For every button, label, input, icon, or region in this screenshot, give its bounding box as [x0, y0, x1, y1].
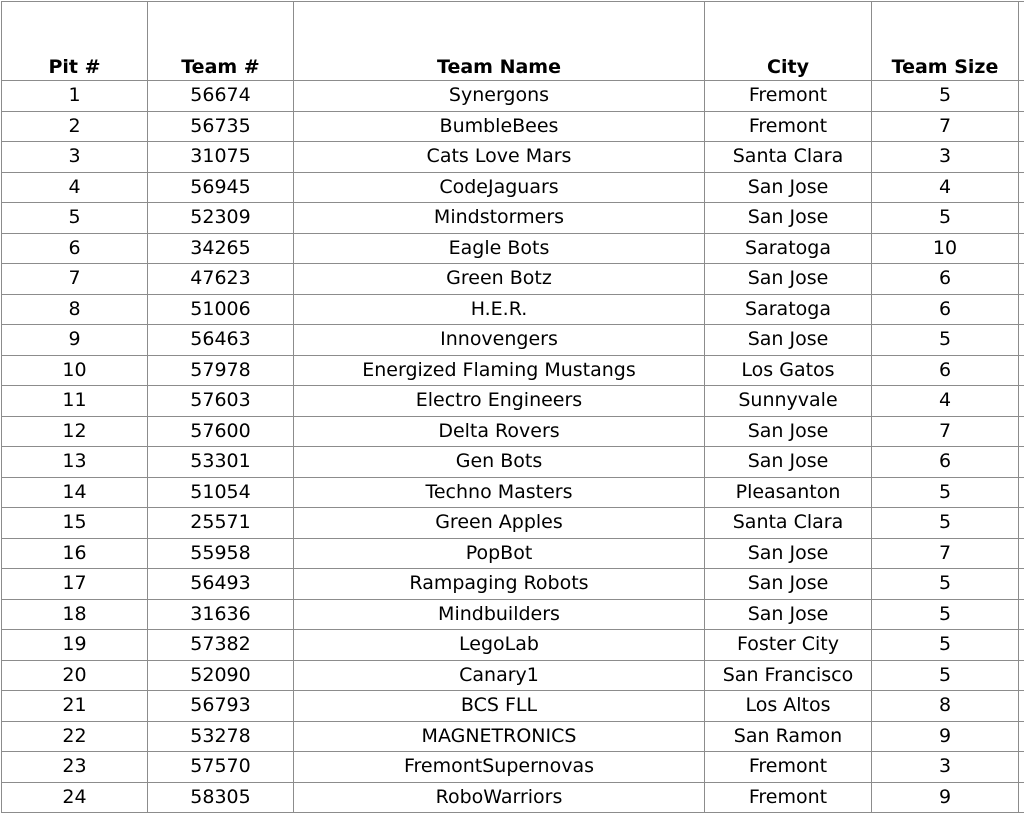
cell-team-number[interactable]: 56735 [148, 111, 294, 142]
cell-team-name[interactable]: Eagle Bots [294, 233, 705, 264]
cell-team-number[interactable]: 57603 [148, 386, 294, 417]
cell-team-size[interactable]: 7 [872, 416, 1019, 447]
cell-team-name[interactable]: Innovengers [294, 325, 705, 356]
cell-city[interactable]: San Jose [705, 538, 872, 569]
cell-team-number[interactable]: 56674 [148, 81, 294, 112]
cell-team-name[interactable]: Rampaging Robots [294, 569, 705, 600]
cell-team-number[interactable]: 56463 [148, 325, 294, 356]
team-roster-table [1, 1, 1024, 813]
table-row [2, 325, 1024, 356]
cell-team-name[interactable]: RoboWarriors [294, 782, 705, 813]
cell-empty[interactable] [1019, 203, 1024, 234]
cell-city[interactable]: San Jose [705, 569, 872, 600]
table-row [2, 203, 1024, 234]
cell-pit-number[interactable]: 14 [2, 477, 148, 508]
cell-city[interactable]: San Jose [705, 203, 872, 234]
header-row [2, 2, 1024, 81]
cell-empty[interactable] [1019, 782, 1024, 813]
cell-empty[interactable] [1019, 508, 1024, 539]
cell-empty[interactable] [1019, 81, 1024, 112]
cell-pit-number[interactable]: 15 [2, 508, 148, 539]
cell-team-number[interactable]: 51054 [148, 477, 294, 508]
cell-team-size[interactable]: 4 [872, 172, 1019, 203]
cell-city[interactable]: San Francisco [705, 660, 872, 691]
table-row [2, 264, 1024, 295]
cell-city[interactable]: Fremont [705, 782, 872, 813]
header-pit-number[interactable]: Pit # [2, 2, 148, 81]
cell-city[interactable]: Fremont [705, 81, 872, 112]
cell-pit-number[interactable]: 2 [2, 111, 148, 142]
cell-empty[interactable] [1019, 630, 1024, 661]
cell-pit-number[interactable]: 23 [2, 752, 148, 783]
cell-team-number[interactable]: 56945 [148, 172, 294, 203]
cell-empty[interactable] [1019, 294, 1024, 325]
cell-team-name[interactable]: LegoLab [294, 630, 705, 661]
table-row [2, 142, 1024, 173]
cell-team-number[interactable]: 56493 [148, 569, 294, 600]
cell-empty[interactable] [1019, 691, 1024, 722]
cell-team-size[interactable]: 5 [872, 325, 1019, 356]
cell-city[interactable]: Fremont [705, 111, 872, 142]
cell-team-name[interactable]: Cats Love Mars [294, 142, 705, 173]
cell-pit-number[interactable]: 7 [2, 264, 148, 295]
cell-empty[interactable] [1019, 569, 1024, 600]
cell-empty[interactable] [1019, 752, 1024, 783]
table-row [2, 81, 1024, 112]
cell-empty[interactable] [1019, 599, 1024, 630]
cell-team-name[interactable]: H.E.R. [294, 294, 705, 325]
table-body [2, 81, 1024, 813]
cell-team-size[interactable]: 5 [872, 203, 1019, 234]
cell-city[interactable]: Saratoga [705, 294, 872, 325]
cell-empty[interactable] [1019, 264, 1024, 295]
table-row [2, 386, 1024, 417]
cell-team-name[interactable]: Energized Flaming Mustangs [294, 355, 705, 386]
table-row [2, 111, 1024, 142]
table-row [2, 447, 1024, 478]
cell-empty[interactable] [1019, 111, 1024, 142]
cell-pit-number[interactable]: 13 [2, 447, 148, 478]
table-row [2, 569, 1024, 600]
cell-team-number[interactable]: 57382 [148, 630, 294, 661]
cell-team-number[interactable]: 57978 [148, 355, 294, 386]
cell-team-size[interactable]: 3 [872, 752, 1019, 783]
cell-team-size[interactable]: 6 [872, 447, 1019, 478]
cell-team-size[interactable]: 9 [872, 782, 1019, 813]
cell-pit-number[interactable]: 9 [2, 325, 148, 356]
header-team-number[interactable]: Team # [148, 2, 294, 81]
table-row [2, 355, 1024, 386]
table-row [2, 599, 1024, 630]
cell-pit-number[interactable]: 18 [2, 599, 148, 630]
table-row [2, 630, 1024, 661]
cell-city[interactable]: Fremont [705, 752, 872, 783]
cell-empty[interactable] [1019, 538, 1024, 569]
cell-city[interactable]: San Jose [705, 599, 872, 630]
cell-team-name[interactable]: Electro Engineers [294, 386, 705, 417]
cell-team-number[interactable]: 47623 [148, 264, 294, 295]
cell-city[interactable]: Santa Clara [705, 508, 872, 539]
cell-team-number[interactable]: 53301 [148, 447, 294, 478]
cell-pit-number[interactable]: 24 [2, 782, 148, 813]
cell-empty[interactable] [1019, 142, 1024, 173]
cell-team-name[interactable]: Green Apples [294, 508, 705, 539]
cell-empty[interactable] [1019, 386, 1024, 417]
cell-empty[interactable] [1019, 233, 1024, 264]
cell-pit-number[interactable]: 16 [2, 538, 148, 569]
table-row [2, 233, 1024, 264]
table-row [2, 782, 1024, 813]
cell-team-size[interactable]: 5 [872, 81, 1019, 112]
cell-team-size[interactable]: 6 [872, 264, 1019, 295]
cell-team-size[interactable]: 5 [872, 477, 1019, 508]
cell-team-name[interactable]: Mindbuilders [294, 599, 705, 630]
cell-city[interactable]: San Jose [705, 264, 872, 295]
cell-city[interactable]: Sunnyvale [705, 386, 872, 417]
cell-empty[interactable] [1019, 721, 1024, 752]
cell-team-size[interactable]: 5 [872, 660, 1019, 691]
cell-pit-number[interactable]: 10 [2, 355, 148, 386]
cell-empty[interactable] [1019, 477, 1024, 508]
cell-team-size[interactable]: 6 [872, 355, 1019, 386]
cell-team-size[interactable]: 7 [872, 538, 1019, 569]
cell-empty[interactable] [1019, 325, 1024, 356]
cell-team-number[interactable]: 52090 [148, 660, 294, 691]
cell-city[interactable]: San Jose [705, 447, 872, 478]
cell-team-name[interactable]: PopBot [294, 538, 705, 569]
table-row [2, 477, 1024, 508]
cell-city[interactable]: Santa Clara [705, 142, 872, 173]
cell-team-number[interactable]: 56793 [148, 691, 294, 722]
cell-team-name[interactable]: Canary1 [294, 660, 705, 691]
cell-team-size[interactable]: 5 [872, 599, 1019, 630]
cell-team-size[interactable]: 6 [872, 294, 1019, 325]
cell-city[interactable]: Foster City [705, 630, 872, 661]
cell-city[interactable]: Los Altos [705, 691, 872, 722]
cell-pit-number[interactable]: 20 [2, 660, 148, 691]
cell-empty[interactable] [1019, 660, 1024, 691]
cell-team-number[interactable]: 57600 [148, 416, 294, 447]
cell-team-name[interactable]: BumbleBees [294, 111, 705, 142]
table-row [2, 416, 1024, 447]
cell-city[interactable]: San Jose [705, 325, 872, 356]
table-row [2, 660, 1024, 691]
cell-team-size[interactable]: 9 [872, 721, 1019, 752]
cell-team-name[interactable]: CodeJaguars [294, 172, 705, 203]
cell-team-size[interactable]: 5 [872, 569, 1019, 600]
cell-city[interactable]: San Jose [705, 172, 872, 203]
cell-team-number[interactable]: 31636 [148, 599, 294, 630]
header-team-size[interactable]: Team Size [872, 2, 1019, 81]
cell-pit-number[interactable]: 19 [2, 630, 148, 661]
cell-team-name[interactable]: Synergons [294, 81, 705, 112]
cell-team-number[interactable]: 53278 [148, 721, 294, 752]
header-team-name[interactable]: Team Name [294, 2, 705, 81]
header-city[interactable]: City [705, 2, 872, 81]
cell-pit-number[interactable]: 17 [2, 569, 148, 600]
cell-empty[interactable] [1019, 447, 1024, 478]
cell-team-number[interactable]: 58305 [148, 782, 294, 813]
cell-team-number[interactable]: 51006 [148, 294, 294, 325]
cell-pit-number[interactable]: 6 [2, 233, 148, 264]
cell-team-size[interactable]: 3 [872, 142, 1019, 173]
cell-pit-number[interactable]: 8 [2, 294, 148, 325]
cell-team-name[interactable]: FremontSupernovas [294, 752, 705, 783]
cell-pit-number[interactable]: 12 [2, 416, 148, 447]
cell-team-name[interactable]: BCS FLL [294, 691, 705, 722]
table-row [2, 508, 1024, 539]
cell-team-number[interactable]: 55958 [148, 538, 294, 569]
cell-team-name[interactable]: Mindstormers [294, 203, 705, 234]
cell-empty[interactable] [1019, 355, 1024, 386]
cell-empty[interactable] [1019, 172, 1024, 203]
cell-city[interactable]: Los Gatos [705, 355, 872, 386]
cell-city[interactable]: San Ramon [705, 721, 872, 752]
cell-team-size[interactable]: 5 [872, 508, 1019, 539]
cell-pit-number[interactable]: 11 [2, 386, 148, 417]
table-row [2, 538, 1024, 569]
table-row [2, 691, 1024, 722]
cell-pit-number[interactable]: 1 [2, 81, 148, 112]
cell-team-name[interactable]: MAGNETRONICS [294, 721, 705, 752]
cell-team-size[interactable]: 7 [872, 111, 1019, 142]
cell-team-name[interactable]: Gen Bots [294, 447, 705, 478]
cell-team-name[interactable]: Techno Masters [294, 477, 705, 508]
cell-city[interactable]: San Jose [705, 416, 872, 447]
header-empty-cell[interactable] [1019, 2, 1024, 81]
cell-city[interactable]: Saratoga [705, 233, 872, 264]
cell-pit-number[interactable]: 5 [2, 203, 148, 234]
cell-team-number[interactable]: 57570 [148, 752, 294, 783]
table-row [2, 752, 1024, 783]
table-row [2, 172, 1024, 203]
cell-team-number[interactable]: 31075 [148, 142, 294, 173]
cell-pit-number[interactable]: 21 [2, 691, 148, 722]
cell-pit-number[interactable]: 3 [2, 142, 148, 173]
table-row [2, 721, 1024, 752]
cell-city[interactable]: Pleasanton [705, 477, 872, 508]
table-row [2, 294, 1024, 325]
cell-team-size[interactable]: 4 [872, 386, 1019, 417]
cell-team-size[interactable]: 8 [872, 691, 1019, 722]
cell-team-name[interactable]: Delta Rovers [294, 416, 705, 447]
cell-team-size[interactable]: 10 [872, 233, 1019, 264]
cell-team-number[interactable]: 25571 [148, 508, 294, 539]
cell-team-number[interactable]: 52309 [148, 203, 294, 234]
cell-pit-number[interactable]: 22 [2, 721, 148, 752]
cell-pit-number[interactable]: 4 [2, 172, 148, 203]
cell-team-name[interactable]: Green Botz [294, 264, 705, 295]
cell-empty[interactable] [1019, 416, 1024, 447]
cell-team-size[interactable]: 5 [872, 630, 1019, 661]
cell-team-number[interactable]: 34265 [148, 233, 294, 264]
